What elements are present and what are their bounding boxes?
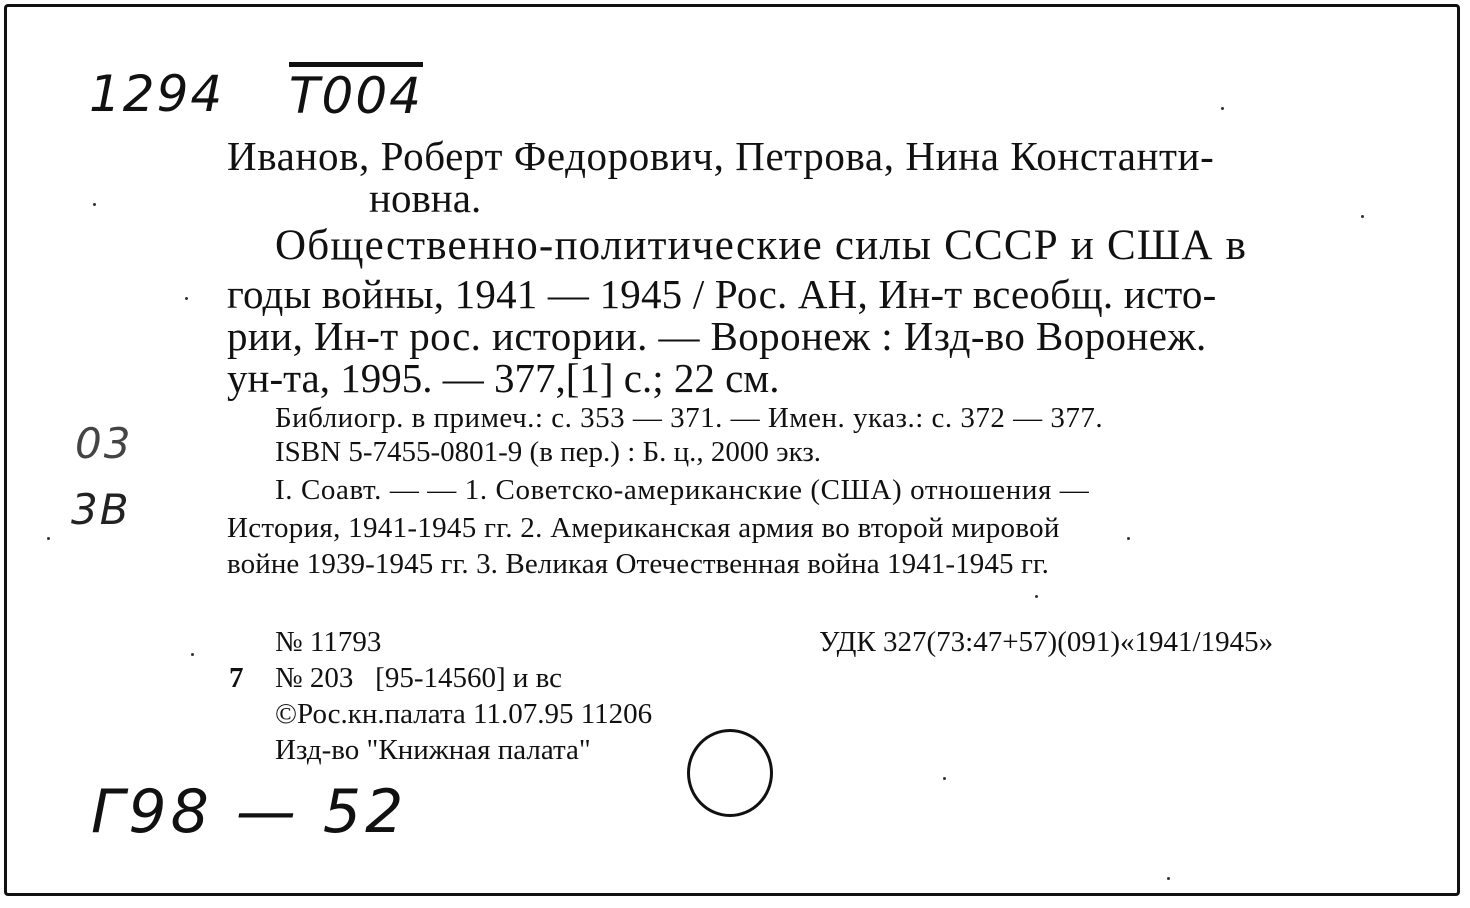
note-isbn: ISBN 5-7455-0801-9 (в пер.) : Б. ц., 2000 экз. (275, 436, 822, 468)
footer-number-2: № 203 [95-14560] и вс (275, 662, 563, 694)
scan-speck (185, 297, 188, 300)
scan-speck (191, 653, 194, 656)
handwritten-side-top: 03 (75, 419, 133, 468)
title-line-3: рии, Ин-т рос. истории. — Воронеж : Изд-во Воронеж. (227, 313, 1207, 359)
subject-line-3: войне 1939-1945 гг. 3. Великая Отечественная война 1941-1945 гг. (227, 548, 1050, 580)
scan-speck (943, 777, 946, 780)
title-line-1: Общественно-политические силы СССР и США в (275, 222, 1248, 269)
author-line-1: Иванов, Роберт Федорович, Петрова, Нина Константи- (227, 133, 1215, 179)
scan-speck (1127, 537, 1130, 540)
scan-speck (93, 203, 96, 206)
scan-speck (1361, 215, 1364, 218)
note-bibliography: Библиогр. в примеч.: с. 353 — 371. — Имен. указ.: с. 372 — 377. (275, 402, 1104, 434)
footer-left-digit: 7 (229, 662, 244, 694)
scan-speck (1167, 877, 1170, 880)
scan-speck (1035, 595, 1038, 598)
handwritten-top-code: T004 (289, 67, 423, 125)
catalog-card (4, 4, 1460, 896)
footer-number: № 11793 (275, 626, 382, 658)
handwritten-top-number: 1294 (89, 65, 225, 123)
scan-speck (1221, 107, 1224, 110)
subject-line-1: I. Соавт. — — 1. Советско-американские (США) отношения — (275, 474, 1090, 506)
footer-udk: УДК 327(73:47+57)(091)«1941/1945» (819, 626, 1274, 658)
title-line-4: ун-та, 1995. — 377,[1] с.; 22 см. (227, 355, 780, 401)
footer-publisher: Изд-во "Книжная палата" (275, 734, 591, 766)
handwritten-side-bottom: 3B (71, 485, 131, 534)
author-line-2: новна. (369, 175, 482, 221)
scan-speck (47, 537, 50, 540)
punch-hole-circle (687, 729, 773, 817)
footer-chamber: ©Рос.кн.палата 11.07.95 11206 (275, 698, 653, 730)
subject-line-2: История, 1941-1945 гг. 2. Американская армия во второй мировой (227, 512, 1060, 544)
handwritten-bottom-code: Г98 — 52 (91, 777, 408, 847)
title-line-2: годы войны, 1941 — 1945 / Рос. АН, Ин-т всеобщ. исто- (227, 271, 1217, 317)
